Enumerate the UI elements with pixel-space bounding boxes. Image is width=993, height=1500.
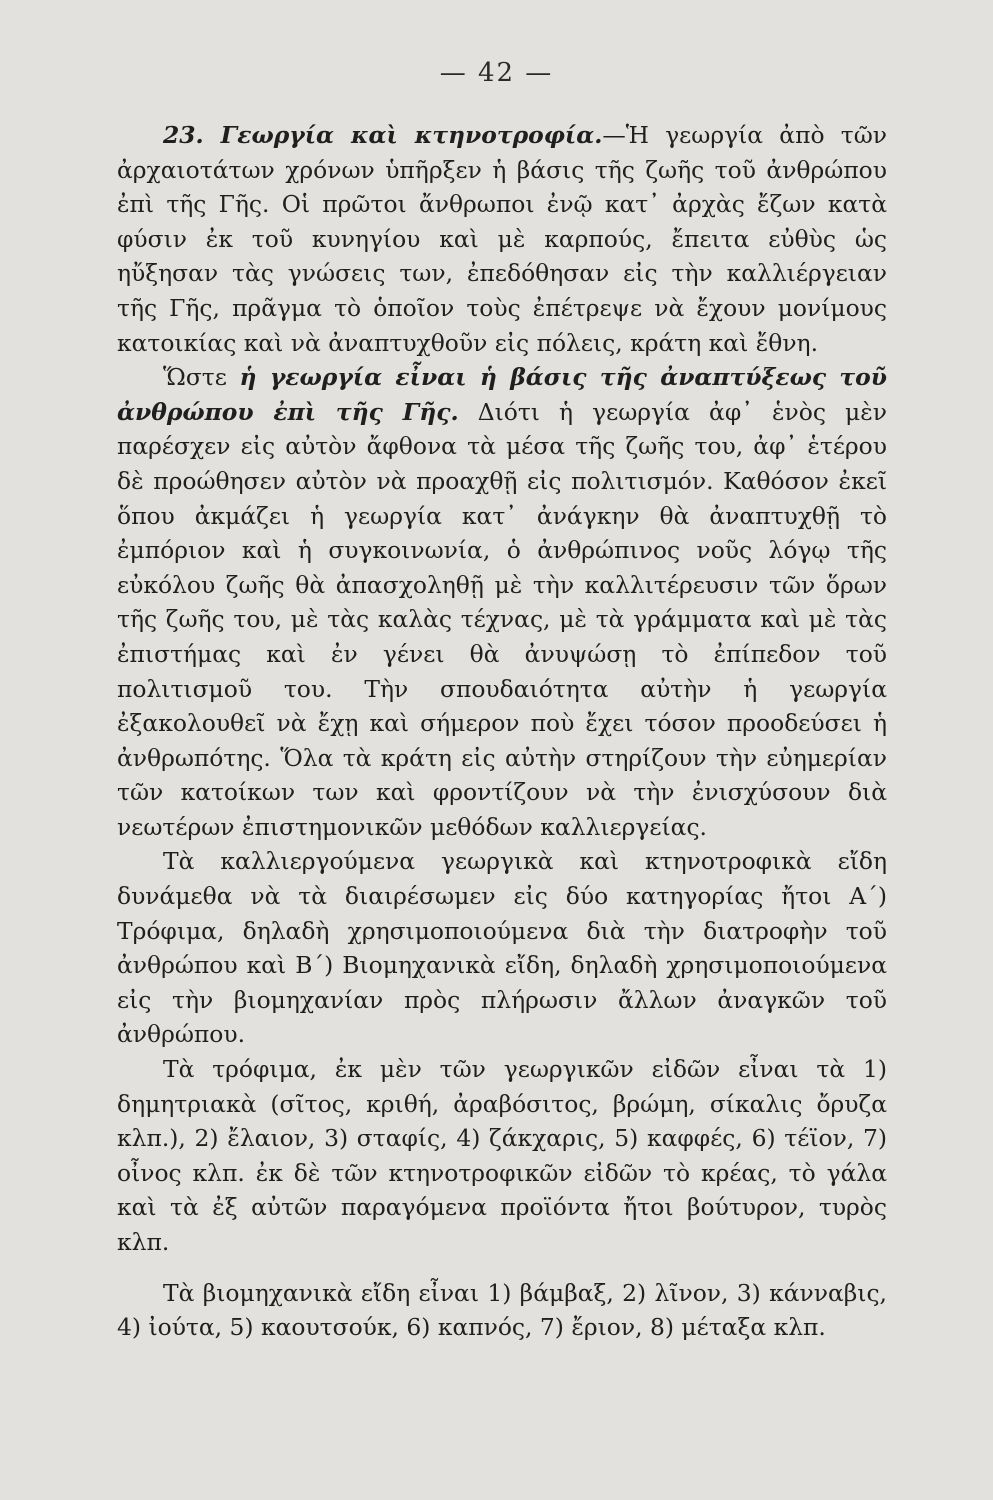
paragraph-foodstuffs: Τὰ τρόφιμα, ἐκ μὲν τῶν γεωργικῶν εἰδῶν εἶναι τὰ 1) δημητριακὰ (σῖτος, κριθή, ἀραβόσιτος, βρώμη, σίκαλις ὄρυζα κλπ.), 2) ἔλαιον, 3) σταφίς, 4) ζάκχαρις, 5) καφφές, 6) τέϊον, 7) οἶνος κλπ. ἐκ δὲ τῶν κτηνοτροφικῶν εἰδῶν τὸ κρέας, τὸ γάλα καὶ τὰ ἐξ αὐτῶν παραγόμενα προϊόντα ἤτοι βούτυρον, τυρὸς κλπ. [117, 1055, 887, 1256]
section-heading: 23. Γεωργία καὶ κτηνοτροφία. [163, 121, 603, 149]
emphasized-statement: ἡ γεωργία εἶναι ἡ βάσις τῆς ἀναπτύξεως τοῦ ἀνθρώπου ἐπὶ τῆς Γῆς. [117, 363, 888, 426]
paragraph-categories: Τὰ καλλιεργούμενα γεωργικὰ καὶ κτηνοτροφικὰ εἴδη δυνάμεθα νὰ τὰ διαιρέσωμεν εἰς δύο κατηγορίας ἤτοι Α΄) Τρόφιμα, δηλαδὴ χρησιμοποιούμενα διὰ τὴν διατροφὴν τοῦ ἀνθρώπου καὶ Β΄) Βιομηχανικὰ εἴδη, δηλαδὴ χρησιμοποιούμενα εἰς τὴν βιομηχανίαν πρὸς πλήρωσιν ἄλλων ἀναγκῶν τοῦ ἀνθρώπου. [117, 847, 887, 1049]
paragraph-basis-text: Διότι ἡ γεωργία ἀφ᾽ ἑνὸς μὲν παρέσχεν εἰς αὐτὸν ἄφθονα τὰ μέσα τῆς ζωῆς του, ἀφ᾽ ἑτέρου δὲ προώθησεν αὐτὸν νὰ προαχθῇ εἰς πολιτισμόν. Καθόσον ἐκεῖ ὅπου ἀκμάζει ἡ γεωργία κατ᾽ ἀνάγκην θὰ ἀναπτυχθῇ τὸ ἐμπόριον καὶ ἡ συγκοινωνία, ὁ ἀνθρώπινος νοῦς λόγῳ τῆς εὐκόλου ζωῆς θὰ ἀπασχοληθῇ μὲ τὴν καλλιτέρευσιν τῶν ὅρων τῆς ζωῆς του, μὲ τὰς καλὰς τέχνας, μὲ τὰ γράμματα καὶ μὲ τὰς ἐπιστήμας καὶ ἐν γένει θὰ ἀνυψώσῃ τὸ ἐπίπεδον τοῦ πολιτισμοῦ του. Τὴν σπουδαιότητα αὐτὴν ἡ γεωργία ἐξακολουθεῖ νὰ ἔχῃ καὶ σήμερον ποὺ ἔχει τόσον προοδεύσει ἡ ἀνθρωπότης. Ὅλα τὰ κράτη εἰς αὐτὴν στηρίζουν τὴν εὐημερίαν τῶν κατοίκων των καὶ φροντίζουν νὰ τὴν ἐνισχύσουν διὰ νεωτέρων ἐπιστημονικῶν μεθόδων καλλιεργείας. [117, 397, 887, 841]
page-number: — 42 — [439, 58, 554, 88]
paragraph-intro-text: —Ἡ γεωργία ἀπὸ τῶν ἀρχαιοτάτων χρόνων ὑπῆρξεν ἡ βάσις τῆς ζωῆς τοῦ ἀνθρώπου ἐπὶ τῆς Γῆς. Οἱ πρῶτοι ἄνθρωποι ἐνῷ κατ᾽ ἀρχὰς ἔζων κατὰ φύσιν ἐκ τοῦ κυνηγίου καὶ μὲ καρπούς, ἔπειτα εὐθὺς ὡς ηὔξησαν τὰς γνώσεις των, ἐπεδόθησαν εἰς τὴν καλλιέργειαν τῆς Γῆς, πρᾶγμα τὸ ὁποῖον τοὺς ἐπέτρεψε νὰ ἔχουν μονίμους κατοικίας καὶ νὰ ἀναπτυχθοῦν εἰς πόλεις, κράτη καὶ ἔθνη. [117, 121, 887, 357]
paragraph-industrial: Τὰ βιομηχανικὰ εἴδη εἶναι 1) βάμβαξ, 2) λῖνον, 3) κάνναβις, 4) ἰούτα, 5) καουτσούκ, 6) καπνός, 7) ἔριον, 8) μέταξα κλπ. [117, 1278, 887, 1342]
paragraph-basis [117, 360, 887, 844]
body-text [117, 118, 887, 1345]
paragraph-basis-lead: Ὥστε [163, 363, 227, 392]
paragraph-intro [117, 118, 887, 360]
